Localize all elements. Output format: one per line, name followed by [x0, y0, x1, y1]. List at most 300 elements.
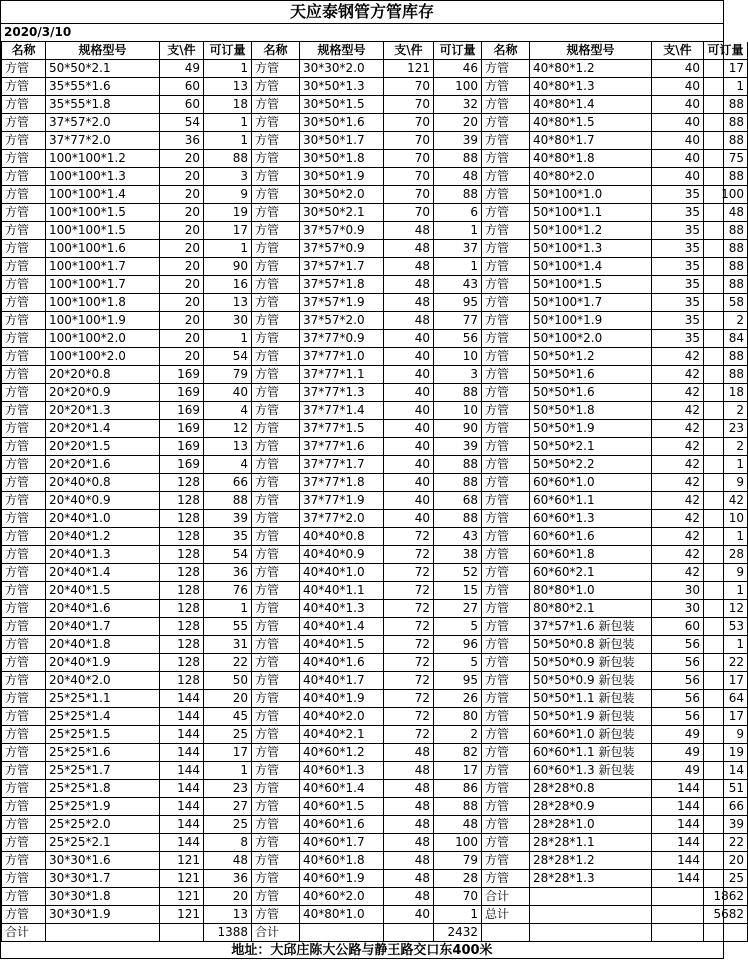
name-cell: 方管: [2, 906, 46, 924]
per-bundle-cell: 70: [384, 114, 434, 132]
spec-cell: 40*80*1.4: [530, 96, 652, 114]
table-row: [2, 564, 748, 582]
per-bundle-cell: 20: [160, 168, 204, 186]
table-row: [2, 402, 748, 420]
per-bundle-cell: 56: [652, 672, 704, 690]
available-cell: 19: [704, 744, 748, 762]
spec-cell: 40*80*1.8: [530, 150, 652, 168]
spec-cell: 50*100*1.3: [530, 240, 652, 258]
spec-cell: 20*40*2.0: [46, 672, 160, 690]
per-bundle-cell: 144: [160, 798, 204, 816]
spec-cell: 35*55*1.8: [46, 96, 160, 114]
per-bundle-cell: 20: [160, 222, 204, 240]
available-cell: 95: [434, 672, 482, 690]
available-cell: 88: [704, 348, 748, 366]
name-cell: 方管: [2, 510, 46, 528]
header-name-1: 名称: [2, 42, 46, 60]
spec-cell: 30*30*1.8: [46, 888, 160, 906]
available-cell: 17: [204, 222, 252, 240]
name-cell: 方管: [482, 78, 530, 96]
available-cell: 1: [204, 600, 252, 618]
per-bundle-cell: 128: [160, 582, 204, 600]
name-cell: 方管: [2, 780, 46, 798]
per-bundle-cell: 42: [652, 510, 704, 528]
per-bundle-cell: 48: [384, 312, 434, 330]
per-bundle-cell: 35: [652, 312, 704, 330]
available-cell: 19: [204, 204, 252, 222]
spec-cell: 28*28*0.9: [530, 798, 652, 816]
name-cell: 方管: [482, 618, 530, 636]
per-bundle-cell: 48: [384, 294, 434, 312]
available-cell: 18: [704, 384, 748, 402]
per-bundle-cell: 144: [160, 708, 204, 726]
inventory-table: [1, 42, 748, 942]
available-cell: 27: [434, 600, 482, 618]
name-cell: 方管: [252, 672, 300, 690]
name-cell: 方管: [252, 78, 300, 96]
spec-cell: 50*100*1.2: [530, 222, 652, 240]
per-bundle-cell: 40: [652, 168, 704, 186]
spec-cell: 20*40*1.3: [46, 546, 160, 564]
spec-cell: 50*50*0.9 新包装: [530, 654, 652, 672]
per-bundle-cell: [652, 906, 704, 924]
name-cell: 方管: [252, 492, 300, 510]
spec-cell: 40*40*0.9: [300, 546, 384, 564]
spec-cell: 30*50*2.1: [300, 204, 384, 222]
per-bundle-cell: 72: [384, 672, 434, 690]
table-header-row: [2, 42, 748, 60]
per-bundle-cell: 121: [160, 906, 204, 924]
available-cell: 100: [434, 834, 482, 852]
name-cell: 方管: [2, 96, 46, 114]
per-bundle-cell: 128: [160, 636, 204, 654]
spec-cell: 50*100*2.0: [530, 330, 652, 348]
name-cell: 方管: [252, 906, 300, 924]
available-cell: 3: [204, 168, 252, 186]
per-bundle-cell: 144: [652, 870, 704, 888]
per-bundle-cell: 30: [652, 600, 704, 618]
spec-cell: [46, 924, 160, 942]
name-cell: 方管: [2, 708, 46, 726]
available-cell: 80: [434, 708, 482, 726]
per-bundle-cell: 40: [652, 78, 704, 96]
available-cell: 88: [204, 150, 252, 168]
name-cell: 方管: [252, 168, 300, 186]
available-cell: 88: [434, 510, 482, 528]
per-bundle-cell: 48: [384, 762, 434, 780]
name-cell: 方管: [252, 510, 300, 528]
name-cell: 方管: [252, 132, 300, 150]
spec-cell: 100*100*1.7: [46, 276, 160, 294]
spec-cell: 100*100*1.9: [46, 312, 160, 330]
spec-cell: 20*40*0.9: [46, 492, 160, 510]
spec-cell: 50*50*2.1: [46, 60, 160, 78]
spec-cell: 37*77*2.0: [46, 132, 160, 150]
available-cell: 88: [204, 492, 252, 510]
name-cell: 方管: [482, 726, 530, 744]
name-cell: 方管: [482, 564, 530, 582]
table-row: [2, 60, 748, 78]
per-bundle-cell: 128: [160, 492, 204, 510]
spec-cell: [300, 924, 384, 942]
per-bundle-cell: 72: [384, 564, 434, 582]
per-bundle-cell: 121: [160, 888, 204, 906]
spec-cell: 40*60*1.7: [300, 834, 384, 852]
per-bundle-cell: 42: [652, 492, 704, 510]
name-cell: 方管: [252, 582, 300, 600]
available-cell: 32: [434, 96, 482, 114]
header-per-bundle-1: 支\件: [160, 42, 204, 60]
per-bundle-cell: 70: [384, 186, 434, 204]
per-bundle-cell: 42: [652, 456, 704, 474]
spec-cell: 50*50*0.9 新包装: [530, 672, 652, 690]
per-bundle-cell: 42: [652, 528, 704, 546]
available-cell: 75: [704, 150, 748, 168]
available-cell: 23: [704, 420, 748, 438]
spec-cell: 20*20*1.5: [46, 438, 160, 456]
per-bundle-cell: 72: [384, 690, 434, 708]
spec-cell: 50*50*1.1 新包装: [530, 690, 652, 708]
table-row: [2, 384, 748, 402]
available-cell: 88: [434, 186, 482, 204]
spec-cell: 20*40*1.8: [46, 636, 160, 654]
name-cell: 方管: [482, 510, 530, 528]
per-bundle-cell: 144: [652, 816, 704, 834]
name-cell: 方管: [2, 834, 46, 852]
per-bundle-cell: 121: [384, 60, 434, 78]
per-bundle-cell: 72: [384, 654, 434, 672]
per-bundle-cell: 70: [384, 78, 434, 96]
available-cell: 10: [434, 402, 482, 420]
name-cell: 方管: [482, 582, 530, 600]
spec-cell: 40*60*1.8: [300, 852, 384, 870]
available-cell: 18: [204, 96, 252, 114]
available-cell: 13: [204, 78, 252, 96]
available-cell: 90: [434, 420, 482, 438]
available-cell: 36: [204, 564, 252, 582]
per-bundle-cell: 144: [160, 780, 204, 798]
spec-cell: 40*40*1.1: [300, 582, 384, 600]
available-cell: 88: [704, 258, 748, 276]
available-cell: 88: [704, 222, 748, 240]
spec-cell: 30*50*1.6: [300, 114, 384, 132]
spec-cell: 50*50*0.8 新包装: [530, 636, 652, 654]
spec-cell: 50*50*1.8: [530, 402, 652, 420]
spec-cell: 25*25*1.5: [46, 726, 160, 744]
spec-cell: 50*50*1.2: [530, 348, 652, 366]
per-bundle-cell: 40: [384, 348, 434, 366]
header-per-bundle-3: 支\件: [652, 42, 704, 60]
per-bundle-cell: 128: [160, 654, 204, 672]
per-bundle-cell: 35: [652, 240, 704, 258]
per-bundle-cell: 144: [652, 852, 704, 870]
table-row: [2, 456, 748, 474]
available-cell: 100: [434, 78, 482, 96]
per-bundle-cell: 144: [160, 690, 204, 708]
table-row: [2, 726, 748, 744]
per-bundle-cell: 128: [160, 474, 204, 492]
spec-cell: 50*100*1.5: [530, 276, 652, 294]
table-row: [2, 582, 748, 600]
available-cell: 23: [204, 780, 252, 798]
spec-cell: 50*50*1.9 新包装: [530, 708, 652, 726]
spec-cell: 40*60*1.9: [300, 870, 384, 888]
spec-cell: 28*28*1.0: [530, 816, 652, 834]
sheet-title: 天应泰钢管方管库存: [1, 1, 723, 24]
available-cell: 52: [434, 564, 482, 582]
per-bundle-cell: 72: [384, 708, 434, 726]
per-bundle-cell: 20: [160, 186, 204, 204]
available-cell: 30: [204, 312, 252, 330]
spec-cell: 50*50*1.6: [530, 366, 652, 384]
per-bundle-cell: 72: [384, 582, 434, 600]
name-cell: 方管: [2, 690, 46, 708]
name-cell: 方管: [252, 708, 300, 726]
name-cell: 方管: [252, 780, 300, 798]
table-row: [2, 132, 748, 150]
spec-cell: 20*20*0.8: [46, 366, 160, 384]
available-cell: 4: [204, 402, 252, 420]
name-cell: 方管: [252, 402, 300, 420]
available-cell: 84: [704, 330, 748, 348]
available-cell: 54: [204, 546, 252, 564]
per-bundle-cell: 121: [160, 870, 204, 888]
name-cell: 合计: [482, 888, 530, 906]
per-bundle-cell: 40: [384, 510, 434, 528]
available-cell: 39: [204, 510, 252, 528]
available-cell: 88: [704, 132, 748, 150]
table-body: [2, 60, 748, 942]
spec-cell: 100*100*2.0: [46, 348, 160, 366]
table-row: [2, 420, 748, 438]
table-row: [2, 78, 748, 96]
name-cell: 方管: [2, 744, 46, 762]
available-cell: 1: [704, 456, 748, 474]
spec-cell: 37*77*1.6: [300, 438, 384, 456]
name-cell: 方管: [252, 384, 300, 402]
per-bundle-cell: 40: [384, 492, 434, 510]
header-spec-2: 规格型号: [300, 42, 384, 60]
table-row: [2, 330, 748, 348]
available-cell: 25: [204, 726, 252, 744]
name-cell: 方管: [252, 762, 300, 780]
name-cell: 方管: [252, 294, 300, 312]
header-per-bundle-2: 支\件: [384, 42, 434, 60]
table-row: [2, 906, 748, 924]
per-bundle-cell: 35: [652, 330, 704, 348]
spec-cell: 50*100*1.0: [530, 186, 652, 204]
available-cell: 90: [204, 258, 252, 276]
per-bundle-cell: 35: [652, 204, 704, 222]
name-cell: 方管: [482, 258, 530, 276]
per-bundle-cell: 144: [160, 744, 204, 762]
name-cell: 方管: [252, 564, 300, 582]
available-cell: 17: [704, 672, 748, 690]
available-cell: 70: [434, 888, 482, 906]
table-row: [2, 150, 748, 168]
available-cell: 1388: [204, 924, 252, 942]
table-row: [2, 708, 748, 726]
available-cell: 43: [434, 528, 482, 546]
per-bundle-cell: 56: [652, 636, 704, 654]
table-row: [2, 888, 748, 906]
name-cell: 方管: [2, 636, 46, 654]
name-cell: 方管: [482, 348, 530, 366]
spec-cell: 60*60*1.6: [530, 528, 652, 546]
available-cell: 1: [434, 258, 482, 276]
available-cell: 2: [704, 438, 748, 456]
per-bundle-cell: 72: [384, 546, 434, 564]
available-cell: 36: [204, 870, 252, 888]
table-row: [2, 744, 748, 762]
spec-cell: 37*77*1.5: [300, 420, 384, 438]
per-bundle-cell: 128: [160, 546, 204, 564]
table-row: [2, 492, 748, 510]
per-bundle-cell: 48: [384, 816, 434, 834]
name-cell: 方管: [252, 474, 300, 492]
per-bundle-cell: 48: [384, 240, 434, 258]
name-cell: 方管: [2, 420, 46, 438]
per-bundle-cell: 48: [384, 834, 434, 852]
available-cell: 8: [204, 834, 252, 852]
header-spec-3: 规格型号: [530, 42, 652, 60]
spec-cell: 40*60*2.0: [300, 888, 384, 906]
name-cell: 方管: [482, 240, 530, 258]
name-cell: 方管: [252, 654, 300, 672]
available-cell: 1: [204, 60, 252, 78]
name-cell: 方管: [252, 528, 300, 546]
available-cell: 28: [704, 546, 748, 564]
name-cell: 方管: [252, 366, 300, 384]
spec-cell: 37*57*1.7: [300, 258, 384, 276]
per-bundle-cell: 20: [160, 204, 204, 222]
available-cell: 100: [704, 186, 748, 204]
spec-cell: [530, 888, 652, 906]
spec-cell: 50*100*1.4: [530, 258, 652, 276]
available-cell: 2: [704, 402, 748, 420]
spec-cell: 20*40*1.0: [46, 510, 160, 528]
available-cell: 27: [204, 798, 252, 816]
spec-cell: 37*77*1.8: [300, 474, 384, 492]
name-cell: 方管: [482, 744, 530, 762]
per-bundle-cell: 56: [652, 690, 704, 708]
name-cell: 方管: [2, 762, 46, 780]
spec-cell: 50*50*2.2: [530, 456, 652, 474]
per-bundle-cell: 72: [384, 528, 434, 546]
available-cell: 1: [704, 636, 748, 654]
table-row: [2, 222, 748, 240]
spec-cell: 60*60*1.0: [530, 474, 652, 492]
name-cell: 方管: [482, 114, 530, 132]
available-cell: 13: [204, 438, 252, 456]
spec-cell: 40*40*1.4: [300, 618, 384, 636]
table-row: [2, 816, 748, 834]
available-cell: 88: [704, 114, 748, 132]
table-row: [2, 258, 748, 276]
name-cell: 方管: [482, 294, 530, 312]
spec-cell: 100*100*1.5: [46, 222, 160, 240]
name-cell: 方管: [2, 168, 46, 186]
name-cell: 方管: [252, 690, 300, 708]
per-bundle-cell: 144: [160, 762, 204, 780]
per-bundle-cell: 144: [160, 834, 204, 852]
header-name-2: 名称: [252, 42, 300, 60]
header-name-3: 名称: [482, 42, 530, 60]
name-cell: 方管: [2, 114, 46, 132]
name-cell: 方管: [482, 330, 530, 348]
spec-cell: 60*60*1.8: [530, 546, 652, 564]
name-cell: 方管: [482, 168, 530, 186]
name-cell: 方管: [482, 690, 530, 708]
per-bundle-cell: [160, 924, 204, 942]
available-cell: 1: [204, 114, 252, 132]
name-cell: 方管: [482, 96, 530, 114]
name-cell: 总计: [482, 906, 530, 924]
spec-cell: 20*40*1.4: [46, 564, 160, 582]
spec-cell: 37*77*2.0: [300, 510, 384, 528]
per-bundle-cell: 48: [384, 780, 434, 798]
available-cell: 22: [204, 654, 252, 672]
header-available-3: 可订量: [704, 42, 748, 60]
table-row: [2, 366, 748, 384]
name-cell: 方管: [252, 186, 300, 204]
header-available-1: 可订量: [204, 42, 252, 60]
table-row: [2, 528, 748, 546]
per-bundle-cell: 40: [384, 330, 434, 348]
available-cell: 1862: [704, 888, 748, 906]
per-bundle-cell: 60: [652, 618, 704, 636]
name-cell: 方管: [2, 366, 46, 384]
per-bundle-cell: 48: [384, 798, 434, 816]
available-cell: 39: [704, 816, 748, 834]
name-cell: 方管: [2, 132, 46, 150]
per-bundle-cell: 40: [384, 384, 434, 402]
spec-cell: 37*57*1.9: [300, 294, 384, 312]
available-cell: 13: [204, 294, 252, 312]
name-cell: 方管: [482, 636, 530, 654]
spec-cell: 37*77*1.7: [300, 456, 384, 474]
name-cell: 方管: [2, 600, 46, 618]
available-cell: 10: [434, 348, 482, 366]
available-cell: 3: [434, 366, 482, 384]
available-cell: 88: [434, 474, 482, 492]
available-cell: 9: [704, 474, 748, 492]
spec-cell: 100*100*2.0: [46, 330, 160, 348]
name-cell: 方管: [252, 96, 300, 114]
available-cell: 46: [434, 60, 482, 78]
spec-cell: 37*77*1.4: [300, 402, 384, 420]
available-cell: 88: [704, 366, 748, 384]
available-cell: 40: [204, 384, 252, 402]
available-cell: 17: [704, 708, 748, 726]
name-cell: 方管: [2, 402, 46, 420]
spec-cell: 37*57*2.0: [300, 312, 384, 330]
name-cell: 方管: [482, 780, 530, 798]
name-cell: 方管: [2, 186, 46, 204]
spec-cell: 30*50*1.7: [300, 132, 384, 150]
available-cell: 1: [434, 222, 482, 240]
spec-cell: [530, 906, 652, 924]
per-bundle-cell: 40: [384, 456, 434, 474]
available-cell: 1: [204, 132, 252, 150]
name-cell: 方管: [482, 492, 530, 510]
spec-cell: 20*20*1.6: [46, 456, 160, 474]
per-bundle-cell: 20: [160, 330, 204, 348]
available-cell: 58: [704, 294, 748, 312]
name-cell: [482, 924, 530, 942]
spec-cell: 20*20*1.4: [46, 420, 160, 438]
per-bundle-cell: 70: [384, 132, 434, 150]
